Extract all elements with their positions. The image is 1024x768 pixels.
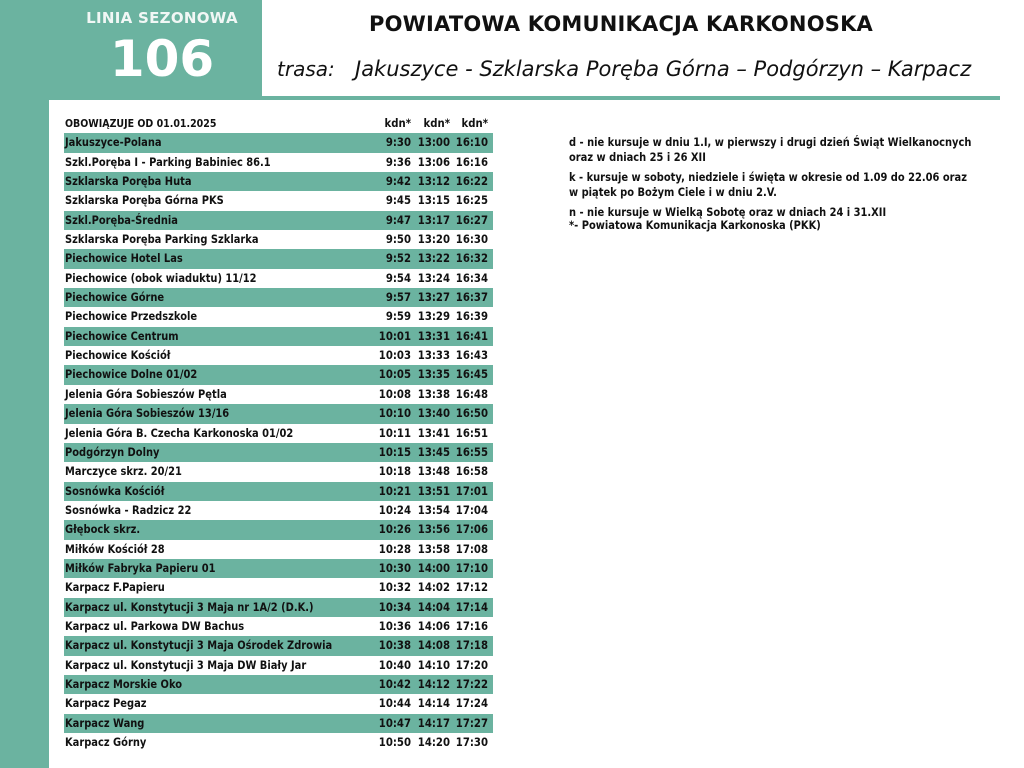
note-d: d - nie kursuje w dniu 1.I, w pierwszy i drugi dzień Świąt Wielkanocnych oraz w dniach 25 i 26 XII	[569, 135, 972, 164]
table-row	[64, 501, 493, 520]
departure-time: 9:45	[385, 193, 411, 208]
table-row	[64, 327, 493, 346]
timetable	[64, 114, 493, 752]
stop-name: Karpacz Pegaz	[65, 696, 147, 711]
departure-time: 13:27	[417, 290, 450, 305]
table-row	[64, 385, 493, 404]
departure-time: 10:30	[378, 560, 411, 575]
departure-time: 16:22	[455, 174, 488, 189]
departure-time: 10:50	[378, 735, 411, 749]
stop-name: Piechowice Przedszkole	[65, 309, 198, 324]
table-row	[64, 307, 493, 326]
stop-name: Karpacz ul. Parkowa DW Bachus	[65, 618, 245, 633]
departure-time: 14:10	[417, 657, 450, 672]
departure-time: 17:14	[455, 599, 488, 614]
valid-from: OBOWIĄZUJE OD 01.01.2025	[65, 117, 217, 130]
table-row	[64, 404, 493, 423]
table-row	[64, 211, 493, 230]
departure-time: 17:18	[455, 638, 488, 653]
stop-name: Piechowice Dolne 01/02	[65, 367, 198, 382]
stop-name: Karpacz ul. Konstytucji 3 Maja nr 1A/2 (D.K.)	[65, 599, 314, 614]
table-row	[64, 191, 493, 210]
departure-time: 10:28	[378, 541, 411, 556]
table-row	[64, 230, 493, 249]
stop-name: Piechowice Kościół	[65, 348, 171, 363]
departure-time: 13:17	[417, 212, 450, 227]
timetable-body	[64, 133, 493, 752]
departure-time: 14:20	[417, 735, 450, 749]
table-row	[64, 462, 493, 481]
departure-time: 10:44	[378, 696, 411, 711]
table-row	[64, 578, 493, 597]
departure-time: 10:08	[378, 386, 411, 401]
column-header: kdn*	[384, 116, 411, 130]
stop-name: Karpacz Wang	[65, 715, 145, 730]
stop-name: Karpacz ul. Konstytucji 3 Maja DW Biały Jar	[65, 657, 307, 672]
table-row	[64, 172, 493, 191]
table-row	[64, 443, 493, 462]
departure-time: 9:47	[385, 212, 411, 227]
departure-time: 16:32	[455, 251, 488, 266]
departure-time: 16:58	[455, 464, 488, 479]
departure-time: 13:31	[417, 328, 450, 343]
departure-time: 17:10	[455, 560, 488, 575]
stop-name: Karpacz ul. Konstytucji 3 Maja Ośrodek Zdrowia	[65, 638, 333, 653]
departure-time: 9:54	[385, 270, 411, 285]
table-row	[64, 694, 493, 713]
departure-time: 10:40	[378, 657, 411, 672]
departure-time: 17:01	[455, 483, 488, 498]
stop-name: Karpacz Górny	[65, 735, 147, 749]
departure-time: 17:08	[455, 541, 488, 556]
departure-time: 17:04	[455, 502, 488, 517]
departure-time: 16:50	[455, 406, 488, 421]
departure-time: 17:24	[455, 696, 488, 711]
route-label: trasa:	[277, 57, 335, 81]
note-n: n - nie kursuje w Wielką Sobotę oraz w dniach 24 i 31.XII	[569, 205, 887, 219]
departure-time: 10:21	[378, 483, 411, 498]
departure-time: 16:55	[455, 444, 488, 459]
stop-name: Szkl.Poręba I - Parking Babiniec 86.1	[65, 154, 271, 169]
departure-time: 16:10	[455, 135, 488, 150]
departure-time: 17:20	[455, 657, 488, 672]
departure-time: 10:10	[378, 406, 411, 421]
departure-time: 16:34	[455, 270, 488, 285]
departure-time: 9:57	[385, 290, 411, 305]
header-divider	[262, 96, 1000, 100]
departure-time: 16:48	[455, 386, 488, 401]
table-row	[64, 733, 493, 752]
table-row	[64, 424, 493, 443]
stop-name: Miłków Fabryka Papieru 01	[65, 560, 216, 575]
departure-time: 14:12	[417, 676, 450, 691]
table-row	[64, 269, 493, 288]
departure-time: 10:18	[378, 464, 411, 479]
departure-time: 13:29	[417, 309, 450, 324]
table-row	[64, 675, 493, 694]
departure-time: 17:16	[455, 618, 488, 633]
departure-time: 13:20	[417, 232, 450, 247]
table-row	[64, 346, 493, 365]
table-row	[64, 617, 493, 636]
stop-name: Miłków Kościół 28	[65, 541, 165, 556]
departure-time: 13:33	[417, 348, 450, 363]
table-row	[64, 714, 493, 733]
departure-time: 13:58	[417, 541, 450, 556]
table-row	[64, 636, 493, 655]
departure-time: 14:14	[417, 696, 450, 711]
departure-time: 14:04	[417, 599, 450, 614]
departure-time: 14:17	[417, 715, 450, 730]
departure-time: 9:50	[385, 232, 411, 247]
departure-time: 10:32	[378, 580, 411, 595]
note-k: k - kursuje w soboty, niedziele i święta w okresie od 1.09 do 22.06 oraz w piątek po Bożym Ciele i w dniu 2.V.	[569, 170, 967, 199]
departure-time: 14:02	[417, 580, 450, 595]
stop-name: Jelenia Góra Sobieszów 13/16	[65, 406, 230, 421]
stop-name: Sosnówka - Radzicz 22	[65, 502, 192, 517]
departure-time: 17:06	[455, 522, 488, 537]
stop-name: Szklarska Poręba Huta	[65, 174, 192, 189]
stop-name: Karpacz F.Papieru	[65, 580, 165, 595]
departure-time: 16:39	[455, 309, 488, 324]
departure-time: 17:30	[455, 735, 488, 749]
departure-time: 13:54	[417, 502, 450, 517]
left-accent-band	[0, 0, 49, 768]
line-badge	[62, 0, 262, 100]
departure-time: 16:43	[455, 348, 488, 363]
departure-time: 9:52	[385, 251, 411, 266]
departure-time: 13:06	[417, 154, 450, 169]
departure-time: 16:25	[455, 193, 488, 208]
table-row	[64, 559, 493, 578]
departure-time: 10:11	[378, 425, 411, 440]
departure-time: 14:00	[417, 560, 450, 575]
table-row	[64, 482, 493, 501]
column-header: kdn*	[461, 116, 488, 130]
departure-time: 13:00	[417, 135, 450, 150]
table-row	[64, 656, 493, 675]
stop-name: Szklarska Poręba Górna PKS	[65, 193, 224, 208]
departure-time: 10:24	[378, 502, 411, 517]
departure-time: 17:22	[455, 676, 488, 691]
notes	[569, 135, 999, 238]
departure-time: 13:48	[417, 464, 450, 479]
stop-name: Jelenia Góra Sobieszów Pętla	[65, 386, 227, 401]
departure-time: 13:45	[417, 444, 450, 459]
departure-time: 13:40	[417, 406, 450, 421]
departure-time: 9:59	[385, 309, 411, 324]
departure-time: 13:12	[417, 174, 450, 189]
departure-time: 9:36	[385, 154, 411, 169]
stop-name: Głębock skrz.	[65, 522, 141, 537]
departure-time: 10:38	[378, 638, 411, 653]
departure-time: 13:51	[417, 483, 450, 498]
badge-left-fill	[0, 0, 62, 100]
table-row	[64, 288, 493, 307]
departure-time: 16:37	[455, 290, 488, 305]
stop-name: Jelenia Góra B. Czecha Karkonoska 01/02	[65, 425, 294, 440]
stop-name: Piechowice Górne	[65, 290, 165, 305]
stop-name: Karpacz Morskie Oko	[65, 676, 183, 691]
table-row	[64, 249, 493, 268]
departure-time: 13:15	[417, 193, 450, 208]
departure-time: 10:03	[378, 348, 411, 363]
route-description: Jakuszyce - Szklarska Poręba Górna – Podgórzyn – Karpacz	[355, 57, 972, 81]
stop-name: Piechowice Hotel Las	[65, 251, 183, 266]
departure-time: 14:08	[417, 638, 450, 653]
departure-time: 16:45	[455, 367, 488, 382]
departure-time: 16:27	[455, 212, 488, 227]
stop-name: Piechowice Centrum	[65, 328, 179, 343]
stop-name: Marczyce skrz. 20/21	[65, 464, 182, 479]
departure-time: 9:30	[385, 135, 411, 150]
table-row	[64, 540, 493, 559]
departure-time: 13:41	[417, 425, 450, 440]
departure-time: 10:26	[378, 522, 411, 537]
table-row	[64, 365, 493, 384]
departure-time: 17:27	[455, 715, 488, 730]
column-header: kdn*	[423, 116, 450, 130]
stop-name: Sosnówka Kościół	[65, 483, 165, 498]
company-name: POWIATOWA KOMUNIKACJA KARKONOSKA	[369, 12, 873, 36]
table-row	[64, 133, 493, 152]
departure-time: 10:34	[378, 599, 411, 614]
departure-time: 10:42	[378, 676, 411, 691]
departure-time: 16:51	[455, 425, 488, 440]
departure-time: 14:06	[417, 618, 450, 633]
table-row	[64, 598, 493, 617]
departure-time: 16:16	[455, 154, 488, 169]
departure-time: 9:42	[385, 174, 411, 189]
table-row	[64, 153, 493, 172]
departure-time: 16:30	[455, 232, 488, 247]
line-number: 106	[109, 30, 215, 88]
stop-name: Jakuszyce-Polana	[65, 135, 162, 150]
line-badge-label: LINIA SEZONOWA	[86, 9, 238, 27]
departure-time: 13:22	[417, 251, 450, 266]
table-row	[64, 520, 493, 539]
departure-time: 13:38	[417, 386, 450, 401]
departure-time: 13:56	[417, 522, 450, 537]
departure-time: 13:24	[417, 270, 450, 285]
departure-time: 16:41	[455, 328, 488, 343]
stop-name: Szklarska Poręba Parking Szklarka	[65, 232, 259, 247]
stop-name: Szkl.Poręba-Średnia	[65, 212, 178, 227]
departure-time: 10:47	[378, 715, 411, 730]
departure-time: 10:15	[378, 444, 411, 459]
departure-time: 10:05	[378, 367, 411, 382]
departure-time: 10:36	[378, 618, 411, 633]
stop-name: Podgórzyn Dolny	[65, 444, 160, 459]
note-operator: *- Powiatowa Komunikacja Karkonoska (PKK)	[569, 218, 821, 232]
departure-time: 17:12	[455, 580, 488, 595]
timetable-header	[64, 114, 493, 133]
departure-time: 10:01	[378, 328, 411, 343]
departure-time: 13:35	[417, 367, 450, 382]
stop-name: Piechowice (obok wiaduktu) 11/12	[65, 270, 257, 285]
